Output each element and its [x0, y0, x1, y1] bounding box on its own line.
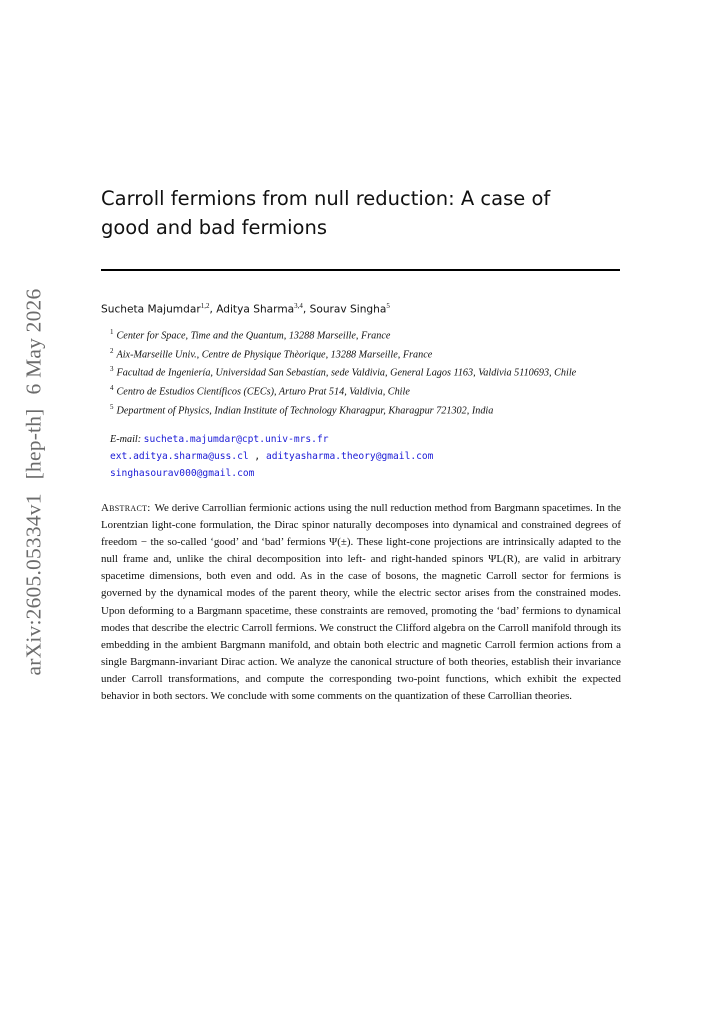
affiliation-number: 2: [110, 346, 114, 355]
affiliation-item: [110, 381, 622, 400]
email-line: [110, 432, 622, 449]
affiliation-item: [110, 400, 622, 419]
email-label: E-mail:: [110, 434, 142, 445]
email-link[interactable]: sucheta.majumdar@cpt.univ-mrs.fr: [143, 434, 329, 445]
author-affiliation-marker: 1,2: [200, 302, 210, 310]
email-block: [110, 432, 622, 482]
affiliation-item: [110, 344, 622, 363]
arxiv-category: [hep-th]: [21, 408, 46, 480]
abstract: [101, 500, 621, 705]
affiliation-list: [110, 325, 622, 418]
affiliation-text: Center for Space, Time and the Quantum, 13288 Marseille, France: [116, 330, 391, 342]
arxiv-sidebar-stamp: [12, 288, 56, 676]
affiliation-number: 1: [110, 328, 114, 336]
paper-title-line-2: good and bad fermions: [101, 216, 328, 239]
affiliation-text: Department of Physics, Indian Institute of Technology Kharagpur, Kharagpur 721302, India: [116, 405, 494, 417]
paper-title-line-1: Carroll fermions from null reduction: A case of: [101, 187, 551, 210]
author-name: Sucheta Majumdar: [101, 303, 201, 316]
affiliation-number: 5: [110, 402, 114, 411]
author-affiliation-marker: 3,4: [294, 302, 303, 310]
paper-title: [101, 184, 621, 242]
email-line: [110, 466, 622, 483]
affiliation-text: Aix-Marseille Univ., Centre de Physique Thèorique, 13288 Marseille, France: [116, 349, 433, 361]
email-link[interactable]: ext.aditya.sharma@uss.cl: [110, 450, 249, 462]
affiliation-item: [110, 362, 622, 381]
affiliation-text: Facultad de Ingeniería, Universidad San Sebastían, sede Valdivia, General Lagos 1163, Valdivia 5110693, Chile: [116, 367, 577, 379]
email-link[interactable]: adityasharma.theory@gmail.com: [265, 450, 434, 462]
arxiv-id[interactable]: arXiv:2605.05334v1: [21, 493, 46, 676]
author-list: Sucheta Majumdar$^{1,2}$, Aditya Sharma$^{3,4}$, Sourav Singha$^5$: [101, 302, 390, 316]
abstract-text: We derive Carrollian fermionic actions using the null reduction method from Bargmann spacetimes. In the Lorentzian light-cone formulation, the Dirac spinor naturally decomposes into dynamical and constrained degrees of freedom − the so-called ‘good’ and ‘bad’ fermions Ψ(±). These light-cone projections are intrinsically adapted to the null frame and, unlike the chiral decomposition into left- and right-handed spinors ΨL(R), are valid in arbitrary spacetime dimensions, both even and odd. As in the case of bosons, the magnetic Carroll sector for fermions is governed by the dynamical modes of the parent theory, while the electric sector arises from the constrained modes. Upon deforming to a Bargmann spacetime, these constraints are removed, promoting the ‘bad’ fermions to dynamical modes that describe the electric Carroll fermions. We construct the Clifford algebra on the Carroll manifold through its embedding in the ambient Bargmann manifold, and obtain both electric and magnetic Carroll fermion actions from a single Bargmann-invariant Dirac action. We analyze the canonical structure of both theories, establish their invariance under Carroll transformations, and compute the corresponding two-point functions, which exhibit the expected behavior in both sectors. We conclude with some comments on the quantization of these Carrollian theories.: [101, 502, 621, 703]
author-affiliation-marker: 5: [386, 302, 390, 310]
author-name: Aditya Sharma: [216, 303, 295, 316]
affiliation-text: Centro de Estudios Científicos (CECs), Arturo Prat 514, Valdivia, Chile: [116, 386, 410, 398]
arxiv-date: 6 May 2026: [21, 288, 46, 395]
email-link[interactable]: singhasourav000@gmail.com: [110, 467, 255, 479]
affiliation-number: 4: [110, 384, 114, 393]
abstract-heading: Abstract:: [101, 502, 151, 514]
email-line: [110, 449, 622, 466]
author-name: Sourav Singha: [309, 303, 387, 316]
email-separator: ,: [248, 450, 266, 462]
affiliation-number: 3: [110, 365, 114, 374]
title-divider: [101, 269, 620, 271]
affiliation-item: [110, 325, 622, 344]
